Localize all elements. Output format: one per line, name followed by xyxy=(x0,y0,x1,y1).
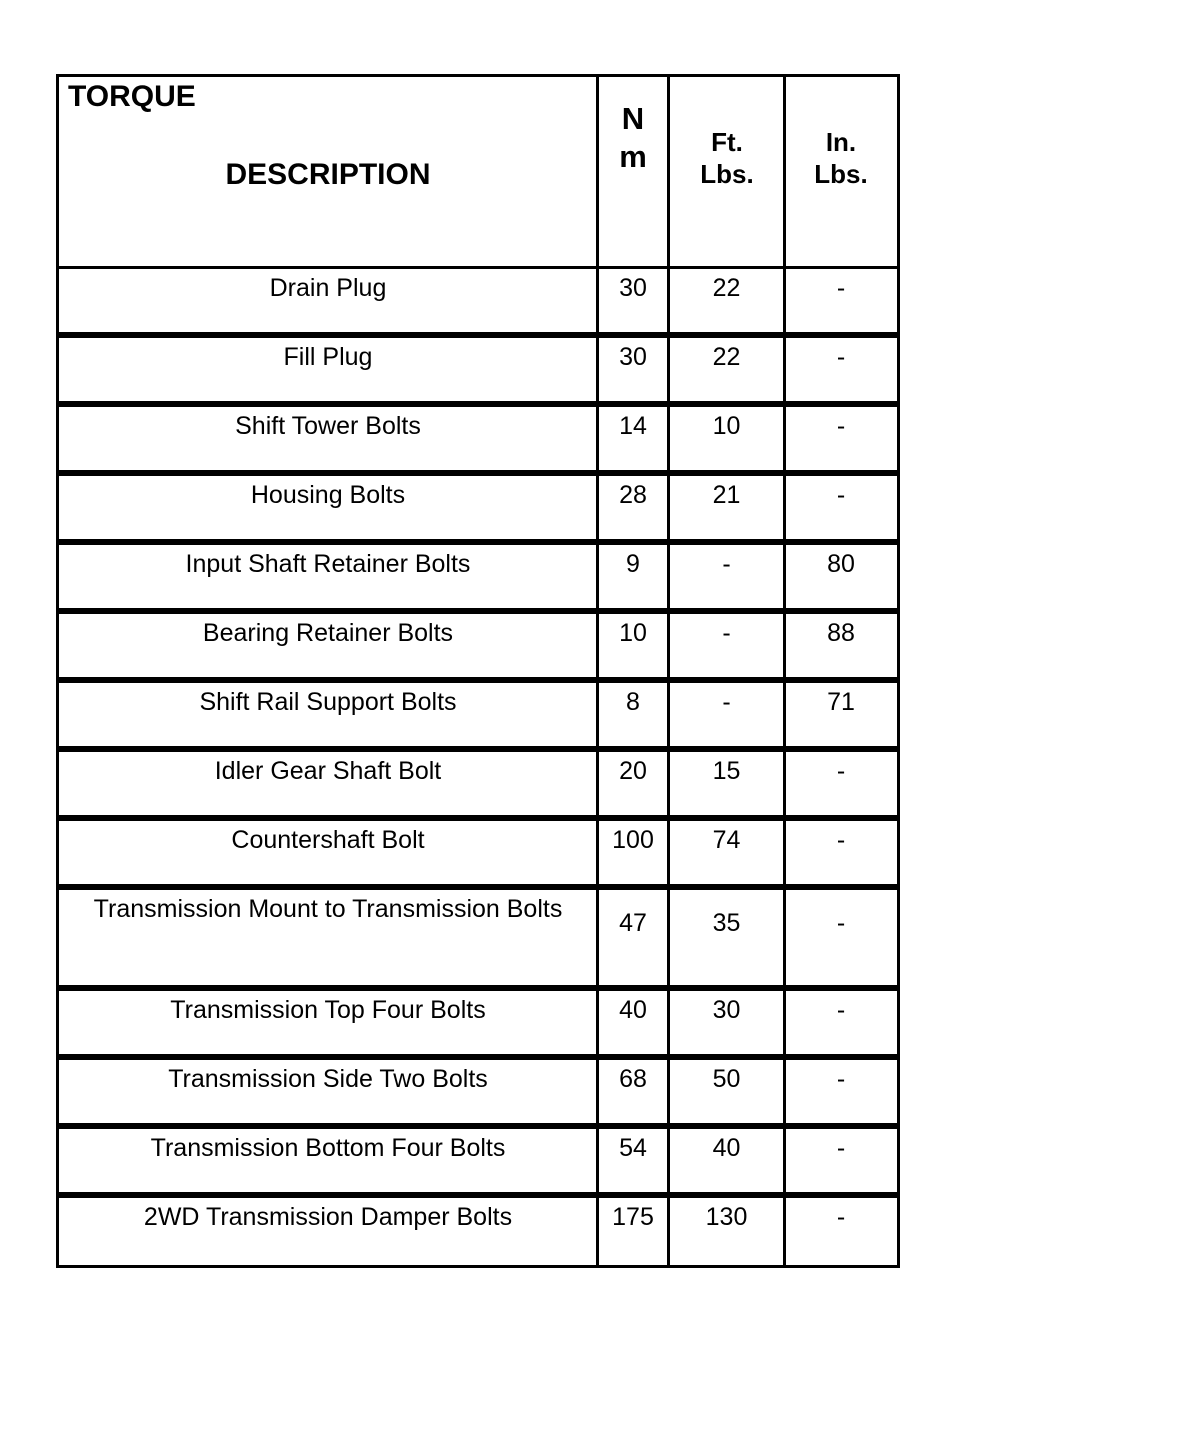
in-lbs-cell: 88 xyxy=(827,619,855,647)
ft-lbs-cell: 30 xyxy=(712,996,741,1024)
ft-lbs-cell: 15 xyxy=(712,757,741,785)
description-cell: 2WD Transmission Damper Bolts xyxy=(143,1203,513,1231)
row-divider xyxy=(56,1054,900,1057)
nm-cell: 14 xyxy=(619,412,647,440)
row-divider xyxy=(56,401,900,404)
ft-lbs-cell: 50 xyxy=(712,1065,741,1093)
nm-cell: 10 xyxy=(619,619,647,647)
description-cell: Shift Rail Support Bolts xyxy=(199,688,457,716)
in-lbs-cell: - xyxy=(836,412,846,440)
row-divider xyxy=(56,539,900,542)
ft-lbs-cell: 130 xyxy=(705,1203,748,1231)
row-divider xyxy=(56,335,900,338)
row-divider xyxy=(56,1195,900,1198)
nm-cell: 100 xyxy=(612,826,654,854)
row-divider xyxy=(56,677,900,680)
nm-cell: 175 xyxy=(612,1203,654,1231)
in-lbs-cell: - xyxy=(836,996,846,1024)
in-lbs-column-header xyxy=(786,126,896,190)
row-divider xyxy=(56,542,900,545)
ft-lbs-cell: - xyxy=(722,619,731,647)
row-divider xyxy=(56,884,900,887)
row-divider xyxy=(56,266,900,269)
nm-header-line2: m xyxy=(619,139,647,174)
in-header-line1: In. xyxy=(825,127,857,157)
row-divider xyxy=(56,404,900,407)
row-divider xyxy=(56,887,900,890)
ft-lbs-cell: 74 xyxy=(712,826,741,854)
in-lbs-cell: 80 xyxy=(827,550,855,578)
ft-header-line1: Ft. xyxy=(711,127,743,157)
description-heading: DESCRIPTION xyxy=(225,158,431,191)
in-lbs-cell: - xyxy=(836,826,846,854)
description-cell: Transmission Top Four Bolts xyxy=(170,996,486,1024)
description-cell: Bearing Retainer Bolts xyxy=(202,619,454,647)
in-lbs-cell: - xyxy=(836,274,846,302)
description-cell: Transmission Side Two Bolts xyxy=(168,1065,488,1093)
nm-header-line1: N xyxy=(621,101,645,136)
row-divider xyxy=(56,1057,900,1060)
row-divider xyxy=(56,473,900,476)
ft-lbs-cell: - xyxy=(722,550,731,578)
row-divider xyxy=(56,608,900,611)
ft-lbs-cell: 35 xyxy=(712,909,741,937)
nm-cell: 40 xyxy=(619,996,647,1024)
in-lbs-cell: - xyxy=(836,1203,846,1231)
in-lbs-cell: - xyxy=(836,1134,846,1162)
ft-header-line2: Lbs. xyxy=(700,159,754,189)
row-divider xyxy=(56,680,900,683)
row-divider xyxy=(56,985,900,988)
description-cell: Countershaft Bolt xyxy=(231,826,425,854)
row-divider xyxy=(56,1126,900,1129)
description-cell: Transmission Bottom Four Bolts xyxy=(150,1134,506,1162)
in-lbs-cell: - xyxy=(836,1065,846,1093)
nm-cell: 20 xyxy=(619,757,647,785)
nm-cell: 8 xyxy=(626,688,640,716)
nm-cell: 28 xyxy=(619,481,647,509)
nm-cell: 30 xyxy=(619,343,647,371)
ft-lbs-cell: 22 xyxy=(712,274,741,302)
nm-cell: 54 xyxy=(619,1134,647,1162)
description-cell: Fill Plug xyxy=(283,343,373,371)
row-divider xyxy=(56,1123,900,1126)
row-divider xyxy=(56,818,900,821)
torque-heading: TORQUE xyxy=(68,80,196,113)
ft-lbs-column-header xyxy=(670,126,784,190)
row-divider xyxy=(56,749,900,752)
ft-lbs-cell: 10 xyxy=(712,412,741,440)
in-lbs-cell: 71 xyxy=(827,688,855,716)
row-divider xyxy=(56,332,900,335)
description-cell: Housing Bolts xyxy=(250,481,406,509)
in-lbs-cell: - xyxy=(836,757,846,785)
nm-cell: 9 xyxy=(626,550,640,578)
row-divider xyxy=(56,815,900,818)
in-lbs-cell: - xyxy=(836,481,846,509)
ft-lbs-cell: - xyxy=(722,688,731,716)
description-cell: Input Shaft Retainer Bolts xyxy=(185,550,471,578)
row-divider xyxy=(56,470,900,473)
nm-cell: 30 xyxy=(619,274,647,302)
nm-cell: 47 xyxy=(619,909,647,937)
description-cell: Transmission Mount to Transmission Bolts xyxy=(93,895,563,923)
ft-lbs-cell: 40 xyxy=(712,1134,741,1162)
description-cell: Shift Tower Bolts xyxy=(235,412,421,440)
row-divider xyxy=(56,746,900,749)
description-cell: Drain Plug xyxy=(269,274,387,302)
ft-lbs-cell: 21 xyxy=(712,481,741,509)
row-divider xyxy=(56,611,900,614)
ft-lbs-cell: 22 xyxy=(712,343,741,371)
in-header-line2: Lbs. xyxy=(814,159,868,189)
in-lbs-cell: - xyxy=(836,909,846,937)
row-divider xyxy=(56,988,900,991)
in-lbs-cell: - xyxy=(836,343,846,371)
nm-cell: 68 xyxy=(619,1065,647,1093)
row-divider xyxy=(56,1192,900,1195)
description-cell: Idler Gear Shaft Bolt xyxy=(214,757,442,785)
nm-column-header xyxy=(598,100,668,176)
